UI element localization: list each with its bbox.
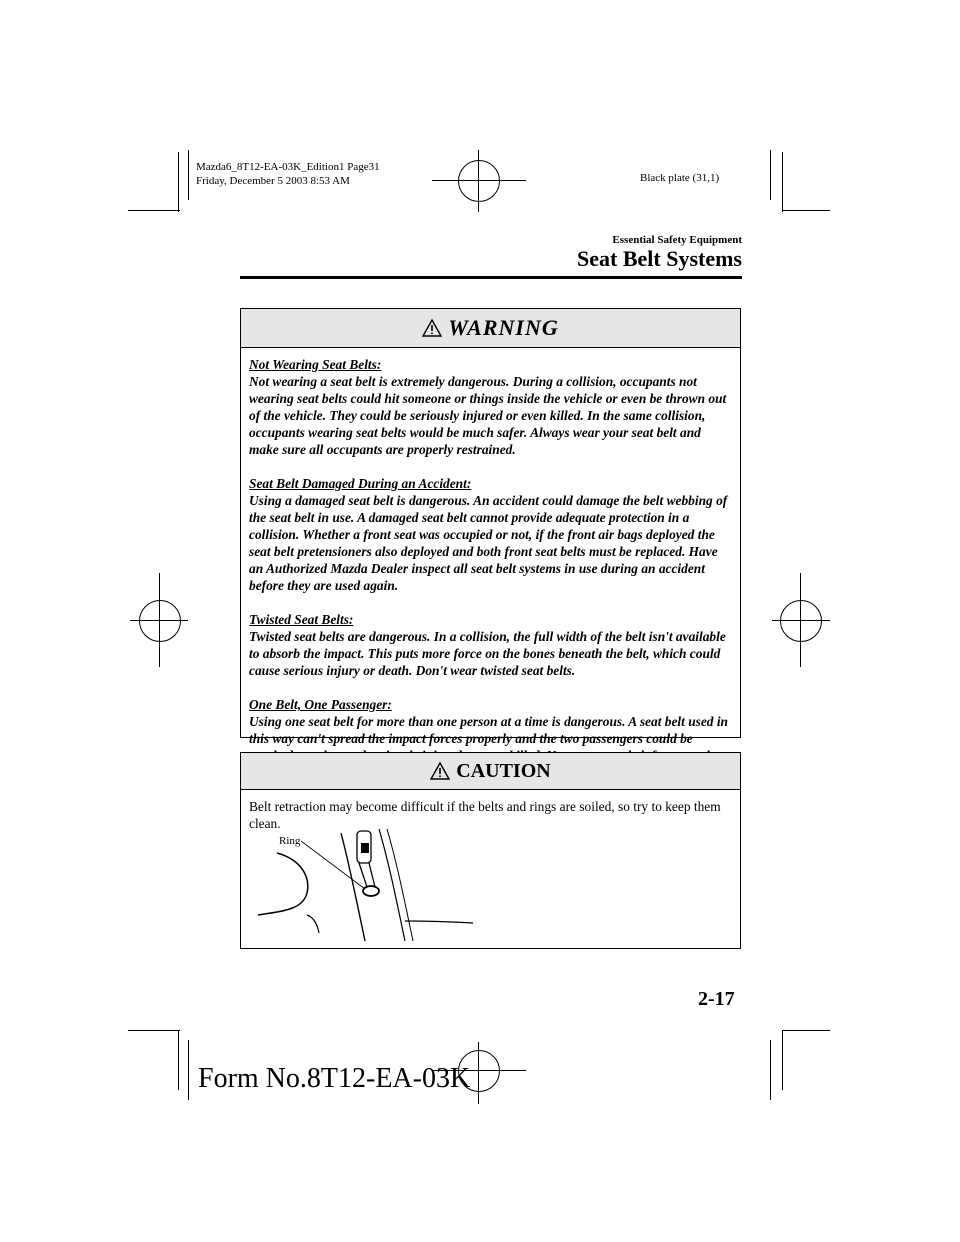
caution-box bbox=[240, 752, 741, 949]
caution-triangle-icon bbox=[430, 761, 450, 781]
warning-heading: Not Wearing Seat Belts: bbox=[249, 357, 382, 372]
warning-text: Using one seat belt for more than one person at a time is dangerous. A seat belt used in this way can't spread the impact forces properly and the two passengers could be bbox=[249, 714, 729, 746]
page-header bbox=[240, 234, 742, 272]
section-name: Essential Safety Equipment bbox=[612, 234, 742, 246]
warning-text: Using a damaged seat belt is dangerous. An accident could damage the belt webbing of the seat belt in use. A damaged seat belt cannot provide adequate protection in a collision. Whether a front seat was occupied or not, if the front air bags deployed the seat belt pretensioners also deployed and both front seat belts must be replaced. Have an Authorized Mazda Dealer inspect all seat belt systems in use during an accident before they are used again. bbox=[249, 493, 728, 593]
warning-header bbox=[241, 309, 740, 348]
warning-title: WARNING bbox=[448, 315, 559, 340]
warning-text: Not wearing a seat belt is extremely dangerous. During a collision, occupants not wearing seat belts could hit someone or things inside the vehicle or even be thrown out of the vehicle. They could be seriously injured or even killed. In the same collision, occupants wearing seat belts would be much safer. Always wear your seat belt and make sure all occupants are properly restrained. bbox=[249, 374, 727, 457]
warning-section bbox=[249, 611, 732, 679]
form-number: Form No.8T12-EA-03K bbox=[198, 1063, 471, 1094]
print-meta-line1: Mazda6_8T12-EA-03K_Edition1 Page31 bbox=[196, 161, 380, 173]
warning-heading: Seat Belt Damaged During an Accident: bbox=[249, 476, 472, 491]
print-meta bbox=[196, 160, 380, 188]
header-rule bbox=[240, 276, 742, 279]
caution-title: CAUTION bbox=[456, 759, 551, 782]
black-plate-label: Black plate (31,1) bbox=[640, 172, 720, 184]
warning-section bbox=[249, 475, 732, 594]
warning-box bbox=[240, 308, 741, 746]
ring-label: Ring bbox=[279, 835, 301, 847]
warning-triangle-icon bbox=[422, 318, 442, 338]
warning-text: Twisted seat belts are dangerous. In a collision, the full width of the belt isn't available to absorb the impact. This puts more force on the bones beneath the belt, which could cause serious injury or death. Don't wear twisted seat belts. bbox=[249, 629, 726, 678]
page-number: 2-17 bbox=[698, 988, 735, 1010]
caution-header bbox=[241, 753, 740, 790]
print-meta-line2: Friday, December 5 2003 8:53 AM bbox=[196, 175, 350, 187]
caution-text: Belt retraction may become difficult if the belts and rings are soiled, so try to keep them clean. bbox=[249, 799, 721, 831]
warning-heading: One Belt, One Passenger: bbox=[249, 697, 392, 712]
warning-section bbox=[249, 356, 732, 458]
warning-heading: Twisted Seat Belts: bbox=[249, 612, 354, 627]
page-title: Seat Belt Systems bbox=[577, 246, 742, 271]
warning-body bbox=[241, 348, 740, 781]
